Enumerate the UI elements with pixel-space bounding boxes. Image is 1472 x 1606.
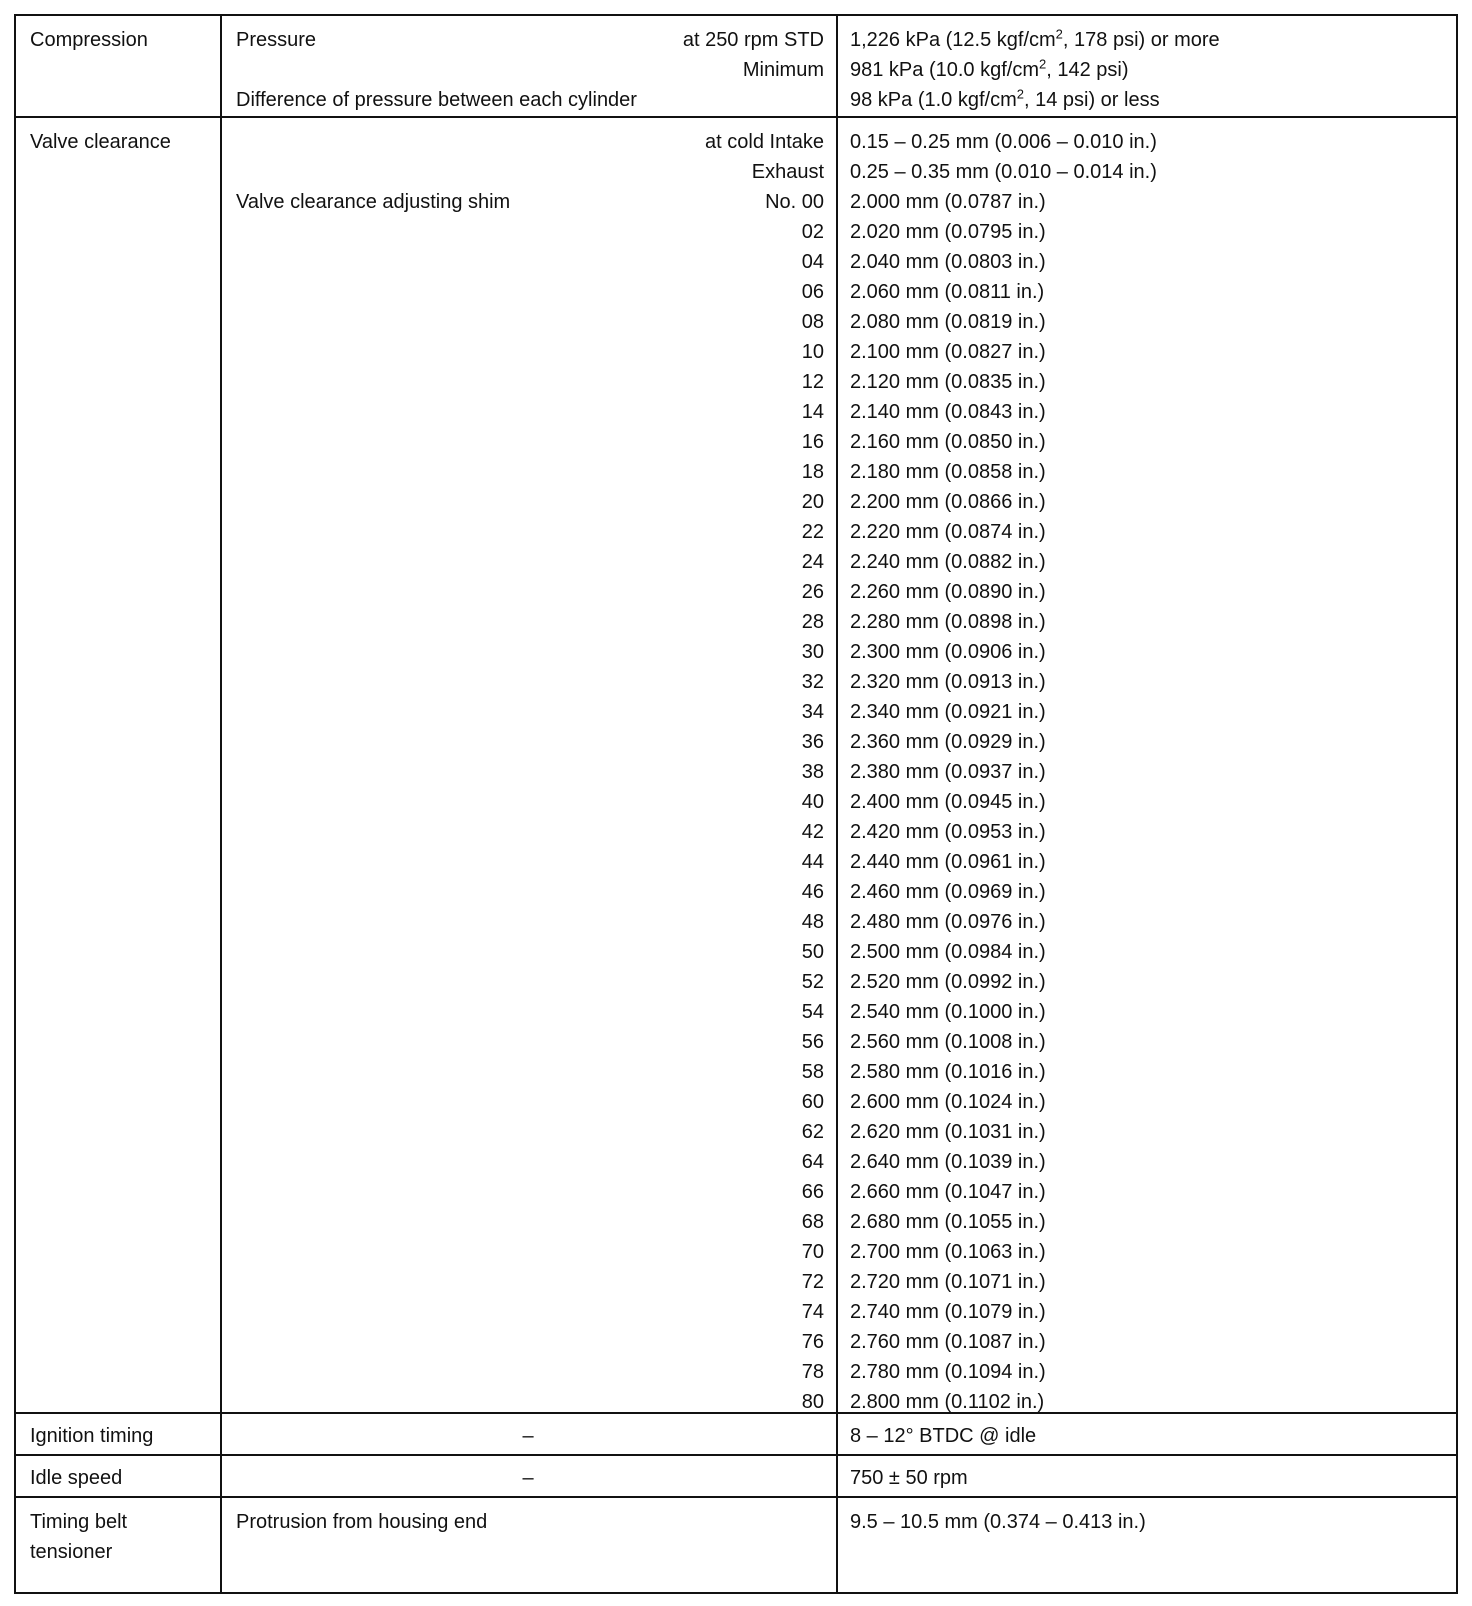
shim-number: 48 (801, 911, 824, 933)
intake-value: 0.15 – 0.25 mm (0.006 – 0.010 in.) (850, 131, 1157, 153)
shim-thickness-value: 2.600 mm (0.1024 in.) (850, 1091, 1046, 1113)
shim-thickness-value: 2.140 mm (0.0843 in.) (850, 401, 1046, 423)
shim-thickness-value: 2.400 mm (0.0945 in.) (850, 791, 1046, 813)
shim-number: No. 00 (765, 191, 824, 213)
shim-thickness-value: 2.740 mm (0.1079 in.) (850, 1301, 1046, 1323)
shim-number: 12 (801, 371, 824, 393)
shim-thickness-value: 2.380 mm (0.0937 in.) (850, 761, 1046, 783)
shim-thickness-value: 2.020 mm (0.0795 in.) (850, 221, 1046, 243)
shim-thickness-value: 2.720 mm (0.1071 in.) (850, 1271, 1046, 1293)
shim-number: 54 (801, 1001, 824, 1023)
tensioner-label-line1: Timing belt (30, 1511, 128, 1533)
shim-thickness-value: 2.760 mm (0.1087 in.) (850, 1331, 1046, 1353)
shim-number: 28 (801, 611, 824, 633)
tensioner-label-line2: tensioner (30, 1541, 113, 1563)
shim-number: 44 (801, 851, 824, 873)
shim-thickness-value: 2.700 mm (0.1063 in.) (850, 1241, 1046, 1263)
idle-speed-label: Idle speed (30, 1467, 123, 1489)
tensioner-value: 9.5 – 10.5 mm (0.374 – 0.413 in.) (850, 1511, 1146, 1533)
exhaust-value: 0.25 – 0.35 mm (0.010 – 0.014 in.) (850, 161, 1157, 183)
difference-label: Difference of pressure between each cylinder (236, 89, 637, 111)
shim-number: 06 (801, 281, 824, 303)
shim-number: 32 (801, 671, 824, 693)
shim-thickness-value: 2.340 mm (0.0921 in.) (850, 701, 1046, 723)
shim-thickness-value: 2.640 mm (0.1039 in.) (850, 1151, 1046, 1173)
ignition-condition: – (522, 1425, 534, 1447)
shim-label: Valve clearance adjusting shim (236, 191, 511, 213)
shim-thickness-value: 2.080 mm (0.0819 in.) (850, 311, 1046, 333)
shim-number: 24 (801, 551, 824, 573)
shim-number: 40 (801, 791, 824, 813)
compression-label: Compression (30, 29, 148, 51)
shim-thickness-value: 2.100 mm (0.0827 in.) (850, 341, 1046, 363)
shim-number: 02 (801, 221, 824, 243)
shim-thickness-value: 2.260 mm (0.0890 in.) (850, 581, 1046, 603)
shim-thickness-value: 2.040 mm (0.0803 in.) (850, 251, 1046, 273)
shim-number: 16 (801, 431, 824, 453)
row-compression (16, 16, 1456, 118)
diff-pressure-value: 98 kPa (1.0 kgf/$cm^2$, 14 psi) or less (850, 86, 1160, 111)
shim-thickness-value: 2.000 mm (0.0787 in.) (850, 191, 1046, 213)
shim-number: 36 (801, 731, 824, 753)
shim-number: 38 (801, 761, 824, 783)
shim-thickness-value: 2.520 mm (0.0992 in.) (850, 971, 1046, 993)
std-condition: at 250 rpm STD (682, 29, 824, 51)
min-pressure-value: 981 kPa (10.0 kgf/$cm^2$, 142 psi) (850, 56, 1129, 81)
shim-number: 78 (801, 1361, 824, 1383)
shim-thickness-value: 2.200 mm (0.0866 in.) (850, 491, 1046, 513)
minimum-label: Minimum (742, 59, 824, 81)
shim-number: 22 (801, 521, 824, 543)
shim-number: 64 (801, 1151, 824, 1173)
valve-clearance-label: Valve clearance (30, 131, 171, 153)
shim-number: 34 (801, 701, 824, 723)
tensioner-condition: Protrusion from housing end (236, 1511, 488, 1533)
shim-number: 66 (801, 1181, 824, 1203)
shim-thickness-value: 2.800 mm (0.1102 in.) (850, 1391, 1045, 1413)
shim-number: 42 (801, 821, 824, 843)
shim-thickness-value: 2.300 mm (0.0906 in.) (850, 641, 1046, 663)
shim-thickness-value: 2.420 mm (0.0953 in.) (850, 821, 1046, 843)
shim-number: 52 (801, 971, 824, 993)
shim-number: 18 (801, 461, 824, 483)
shim-thickness-value: 2.580 mm (0.1016 in.) (850, 1061, 1046, 1083)
shim-thickness-value: 2.540 mm (0.1000 in.) (850, 1001, 1046, 1023)
shim-thickness-value: 2.680 mm (0.1055 in.) (850, 1211, 1046, 1233)
shim-thickness-value: 2.660 mm (0.1047 in.) (850, 1181, 1046, 1203)
shim-number: 68 (801, 1211, 824, 1233)
shim-thickness-value: 2.500 mm (0.0984 in.) (850, 941, 1046, 963)
shim-number: 76 (801, 1331, 824, 1353)
idle-speed-value: 750 ± 50 rpm (850, 1467, 968, 1489)
spec-table (14, 14, 1458, 1594)
idle-condition: – (522, 1467, 534, 1489)
row-timing-belt-tensioner (16, 1498, 1456, 1592)
std-pressure-value: 1,226 kPa (12.5 kgf/$cm^2$, 178 psi) or more (850, 26, 1220, 51)
shim-number: 62 (801, 1121, 824, 1143)
shim-number: 08 (801, 311, 824, 333)
shim-thickness-value: 2.440 mm (0.0961 in.) (850, 851, 1046, 873)
shim-thickness-value: 2.320 mm (0.0913 in.) (850, 671, 1046, 693)
ignition-timing-label: Ignition timing (30, 1425, 154, 1447)
shim-number: 26 (801, 581, 824, 603)
shim-number: 20 (801, 491, 824, 513)
shim-number: 46 (801, 881, 824, 903)
ignition-timing-value: 8 – 12° BTDC @ idle (850, 1425, 1037, 1447)
shim-number: 58 (801, 1061, 824, 1083)
shim-number: 72 (801, 1271, 824, 1293)
shim-thickness-value: 2.180 mm (0.0858 in.) (850, 461, 1046, 483)
intake-label: at cold Intake (705, 131, 824, 153)
shim-thickness-value: 2.160 mm (0.0850 in.) (850, 431, 1046, 453)
row-valve-clearance (16, 118, 1456, 1414)
shim-number: 04 (801, 251, 824, 273)
shim-thickness-value: 2.480 mm (0.0976 in.) (850, 911, 1046, 933)
shim-thickness-value: 2.220 mm (0.0874 in.) (850, 521, 1046, 543)
row-ignition-timing (16, 1414, 1456, 1456)
shim-number: 30 (801, 641, 824, 663)
shim-number: 74 (801, 1301, 824, 1323)
shim-thickness-value: 2.280 mm (0.0898 in.) (850, 611, 1046, 633)
shim-number: 14 (801, 401, 824, 423)
shim-thickness-value: 2.620 mm (0.1031 in.) (850, 1121, 1046, 1143)
shim-number: 10 (801, 341, 824, 363)
shim-number: 56 (801, 1031, 824, 1053)
shim-thickness-value: 2.460 mm (0.0969 in.) (850, 881, 1046, 903)
shim-thickness-value: 2.560 mm (0.1008 in.) (850, 1031, 1046, 1053)
shim-number: 70 (801, 1241, 824, 1263)
shim-thickness-value: 2.060 mm (0.0811 in.) (850, 281, 1045, 303)
shim-number: 80 (801, 1391, 824, 1413)
exhaust-label: Exhaust (751, 161, 824, 183)
shim-number: 50 (801, 941, 824, 963)
shim-thickness-value: 2.240 mm (0.0882 in.) (850, 551, 1046, 573)
row-idle-speed (16, 1456, 1456, 1498)
shim-thickness-value: 2.780 mm (0.1094 in.) (850, 1361, 1046, 1383)
shim-thickness-value: 2.120 mm (0.0835 in.) (850, 371, 1046, 393)
pressure-label: Pressure (236, 29, 317, 51)
shim-number: 60 (801, 1091, 824, 1113)
shim-thickness-value: 2.360 mm (0.0929 in.) (850, 731, 1046, 753)
